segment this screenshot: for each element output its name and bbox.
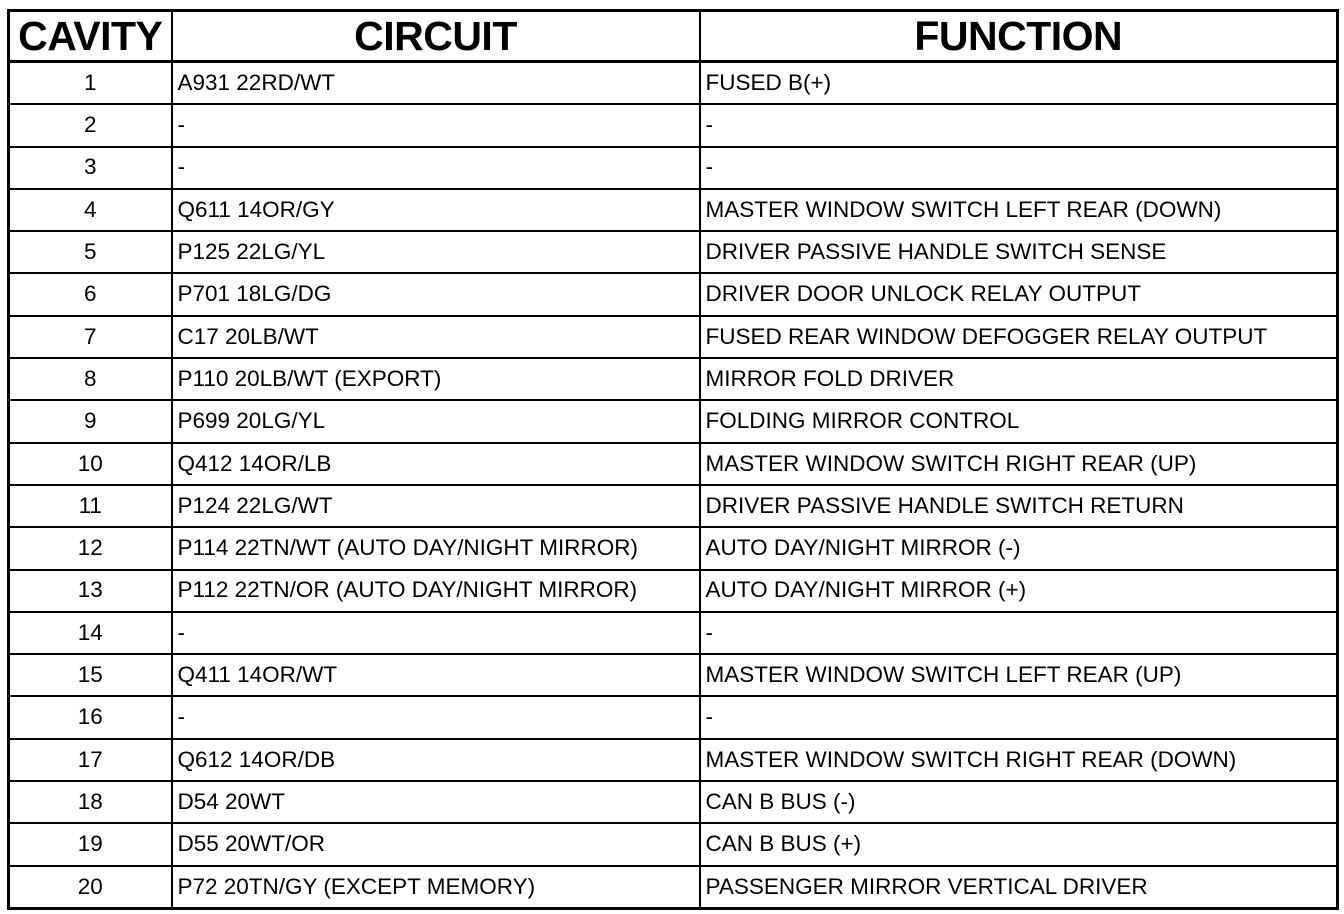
- circuit-cell: D54 20WT: [172, 781, 700, 823]
- table-row: [9, 570, 1338, 612]
- table-body: [9, 62, 1338, 909]
- column-header-function: FUNCTION: [700, 11, 1338, 62]
- function-cell: DRIVER DOOR UNLOCK RELAY OUTPUT: [700, 273, 1338, 315]
- header-row: [9, 11, 1338, 62]
- circuit-cell: P114 22TN/WT (AUTO DAY/NIGHT MIRROR): [172, 527, 700, 569]
- cavity-cell: 16: [9, 696, 172, 738]
- circuit-cell: Q611 14OR/GY: [172, 189, 700, 231]
- table-row: [9, 316, 1338, 358]
- cavity-cell: 9: [9, 400, 172, 442]
- circuit-cell: P125 22LG/YL: [172, 231, 700, 273]
- cavity-cell: 1: [9, 62, 172, 105]
- circuit-cell: Q411 14OR/WT: [172, 654, 700, 696]
- function-cell: MASTER WINDOW SWITCH RIGHT REAR (UP): [700, 443, 1338, 485]
- function-cell: MASTER WINDOW SWITCH LEFT REAR (UP): [700, 654, 1338, 696]
- cavity-cell: 17: [9, 739, 172, 781]
- table-row: [9, 527, 1338, 569]
- cavity-cell: 15: [9, 654, 172, 696]
- cavity-cell: 19: [9, 823, 172, 865]
- table-row: [9, 654, 1338, 696]
- circuit-cell: P110 20LB/WT (EXPORT): [172, 358, 700, 400]
- table-row: [9, 358, 1338, 400]
- function-cell: AUTO DAY/NIGHT MIRROR (-): [700, 527, 1338, 569]
- circuit-cell: P112 22TN/OR (AUTO DAY/NIGHT MIRROR): [172, 570, 700, 612]
- table-row: [9, 739, 1338, 781]
- table-row: [9, 231, 1338, 273]
- cavity-cell: 4: [9, 189, 172, 231]
- cavity-cell: 18: [9, 781, 172, 823]
- circuit-cell: Q412 14OR/LB: [172, 443, 700, 485]
- cavity-cell: 5: [9, 231, 172, 273]
- column-header-circuit: CIRCUIT: [172, 11, 700, 62]
- cavity-cell: 6: [9, 273, 172, 315]
- table-row: [9, 866, 1338, 909]
- circuit-cell: P699 20LG/YL: [172, 400, 700, 442]
- connector-pinout-table: [7, 9, 1339, 910]
- function-cell: -: [700, 147, 1338, 189]
- cavity-cell: 2: [9, 104, 172, 146]
- table-row: [9, 62, 1338, 105]
- table-row: [9, 104, 1338, 146]
- function-cell: PASSENGER MIRROR VERTICAL DRIVER: [700, 866, 1338, 909]
- function-cell: CAN B BUS (+): [700, 823, 1338, 865]
- table-row: [9, 612, 1338, 654]
- table-row: [9, 485, 1338, 527]
- table-row: [9, 273, 1338, 315]
- function-cell: -: [700, 696, 1338, 738]
- function-cell: FOLDING MIRROR CONTROL: [700, 400, 1338, 442]
- table-row: [9, 443, 1338, 485]
- cavity-cell: 14: [9, 612, 172, 654]
- cavity-cell: 8: [9, 358, 172, 400]
- table-row: [9, 189, 1338, 231]
- function-cell: FUSED REAR WINDOW DEFOGGER RELAY OUTPUT: [700, 316, 1338, 358]
- table-row: [9, 781, 1338, 823]
- function-cell: -: [700, 104, 1338, 146]
- circuit-cell: P124 22LG/WT: [172, 485, 700, 527]
- circuit-cell: P701 18LG/DG: [172, 273, 700, 315]
- function-cell: FUSED B(+): [700, 62, 1338, 105]
- function-cell: AUTO DAY/NIGHT MIRROR (+): [700, 570, 1338, 612]
- cavity-cell: 7: [9, 316, 172, 358]
- table-row: [9, 696, 1338, 738]
- function-cell: MASTER WINDOW SWITCH RIGHT REAR (DOWN): [700, 739, 1338, 781]
- cavity-cell: 11: [9, 485, 172, 527]
- cavity-cell: 20: [9, 866, 172, 909]
- column-header-cavity: CAVITY: [9, 11, 172, 62]
- circuit-cell: -: [172, 147, 700, 189]
- circuit-cell: P72 20TN/GY (EXCEPT MEMORY): [172, 866, 700, 909]
- function-cell: -: [700, 612, 1338, 654]
- cavity-cell: 12: [9, 527, 172, 569]
- table-row: [9, 400, 1338, 442]
- circuit-cell: Q612 14OR/DB: [172, 739, 700, 781]
- cavity-cell: 13: [9, 570, 172, 612]
- function-cell: CAN B BUS (-): [700, 781, 1338, 823]
- function-cell: MIRROR FOLD DRIVER: [700, 358, 1338, 400]
- cavity-cell: 10: [9, 443, 172, 485]
- function-cell: DRIVER PASSIVE HANDLE SWITCH RETURN: [700, 485, 1338, 527]
- function-cell: DRIVER PASSIVE HANDLE SWITCH SENSE: [700, 231, 1338, 273]
- cavity-cell: 3: [9, 147, 172, 189]
- table-row: [9, 823, 1338, 865]
- circuit-cell: -: [172, 104, 700, 146]
- circuit-cell: A931 22RD/WT: [172, 62, 700, 105]
- function-cell: MASTER WINDOW SWITCH LEFT REAR (DOWN): [700, 189, 1338, 231]
- circuit-cell: -: [172, 612, 700, 654]
- circuit-cell: -: [172, 696, 700, 738]
- circuit-cell: D55 20WT/OR: [172, 823, 700, 865]
- circuit-cell: C17 20LB/WT: [172, 316, 700, 358]
- table-row: [9, 147, 1338, 189]
